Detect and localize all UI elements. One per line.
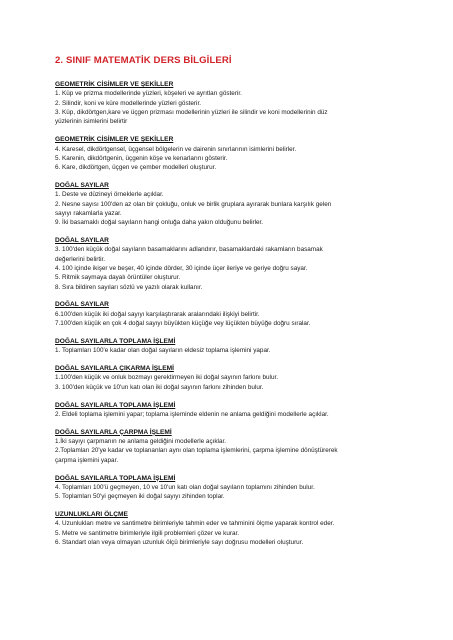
- objective-line: 5. Karenin, dikdörtgenin, üçgenin köşe ve kenarlarını gösterir.: [55, 154, 228, 162]
- objective-line: 9. İki basamaklı doğal sayıların hangi onluğa daha yakın olduğunu belirler.: [55, 219, 264, 227]
- objective-line: 8. Sıra bildiren sayıları sözlü ve yazılı olarak kullanır.: [55, 283, 203, 291]
- objective-line: 4. 100 içinde ikişer ve beşer, 40 içinde dörder, 30 içinde üçer ileriye ve geriye doğru sayar.: [55, 264, 308, 272]
- section-heading: DOĞAL SAYILARLA TOPLAMA İŞLEMİ: [55, 474, 176, 482]
- objective-line: 1.İki sayıyı çarpmanın ne anlama geldiğini modellerle açıklar.: [55, 438, 227, 446]
- document-title: 2. SINIF MATEMATİK DERS BİLGİLERİ: [55, 55, 232, 66]
- objective-line: çarpma işlemini yapar.: [55, 456, 119, 464]
- objective-line: değerlerini belirtir.: [55, 255, 106, 263]
- topic-section: [55, 337, 405, 356]
- section-heading: GEOMETRİK CİSİMLER VE ŞEKİLLER: [55, 81, 174, 88]
- objective-line: 4. Karesel, dikdörtgensel, üçgensel bölgelerin ve dairenin sınırlarının isimlerini belirler.: [55, 145, 297, 153]
- objective-line: 1. Toplamları 100'e kadar olan doğal sayıların eldesiz toplama işlemini yapar.: [55, 347, 271, 355]
- topic-section: [55, 474, 405, 502]
- objective-line: 3. 100'den küçük ve 10'un katı olan iki doğal sayının farkını zihinden bulur.: [55, 383, 264, 391]
- topic-section: [55, 401, 405, 420]
- objective-line: 2. Silindir, koni ve küre modellerinde yüzleri gösterir.: [55, 99, 201, 107]
- objective-line: 2. Eldeli toplama işlemini yapar; toplama işleminde eldenin ne anlama geldiğini modellerle açıklar.: [55, 410, 329, 418]
- topic-section: [55, 364, 405, 392]
- section-heading: DOĞAL SAYILARLA ÇARPMA İŞLEMİ: [55, 428, 172, 436]
- objective-line: 1.100'den küçük ve onluk bozmayı gerektirmeyen iki doğal sayının farkını bulur.: [55, 374, 279, 382]
- topic-section: [55, 236, 405, 292]
- section-heading: DOĞAL SAYILARLA TOPLAMA İŞLEMİ: [55, 401, 176, 409]
- objective-line: 6. Kare, dikdörtgen, üçgen ve çember modelleri oluşturur.: [55, 164, 217, 172]
- objective-line: 4. Uzunlukları metre ve santimetre birimleriyle tahmin eder ve tahminini ölçme yaparak kontrol eder.: [55, 520, 335, 528]
- topic-section: [55, 135, 405, 172]
- objective-line: 5. Toplamları 50'yi geçmeyen iki doğal sayıyı zihinden toplar.: [55, 493, 225, 501]
- objective-line: 5. Metre ve santimetre birimleriyle ilgili problemleri çözer ve kurar.: [55, 529, 240, 537]
- document-body: [55, 80, 405, 547]
- objective-line: 6.100'den küçük iki doğal sayıyı karşılaştırarak aralarındaki ilişkiyi belirtir.: [55, 310, 260, 318]
- section-heading: GEOMETRİK CİSİMLER VE ŞEKİLLER: [55, 136, 174, 144]
- objective-line: 2. Nesne sayısı 100'den az olan bir çokluğu, onluk ve birlik gruplara ayırarak bunlara karşılık gelen: [55, 200, 332, 208]
- section-heading: DOĞAL SAYILARLA TOPLAMA İŞLEMİ: [55, 337, 176, 345]
- topic-section: [55, 300, 405, 328]
- objective-line: 3. 100'den küçük doğal sayıların basamaklarını adlandırır, basamaklardaki rakamların basamak: [55, 246, 323, 254]
- objective-line: 1. Küp ve prizma modellerinde yüzleri, köşeleri ve ayrıtları gösterir.: [55, 90, 242, 98]
- topic-section: [55, 80, 405, 127]
- objective-line: 6. Standart olan veya olmayan uzunluk ölçü birimleriyle sayı doğrusu modelleri oluşturur.: [55, 539, 304, 547]
- topic-section: [55, 181, 405, 228]
- objective-line: 5. Ritmik saymaya dayalı örüntüler oluşturur.: [55, 274, 181, 282]
- objective-line: 7.100'den küçük en çok 4 doğal sayıyı büyükten küçüğe vey lüçükten büyüğe doğru sıralar.: [55, 320, 311, 328]
- objective-line: yüzlerinin isimlerini belirtir: [55, 118, 128, 126]
- section-heading: DOĞAL SAYILAR: [55, 301, 109, 309]
- objective-line: 4. Toplamları 100'ü geçmeyen, 10 ve 10'un katı olan doğal sayıların toplamını zihinden bulur.: [55, 483, 315, 491]
- topic-section: [55, 428, 405, 465]
- objective-line: 1. Deste ve düzineyi örneklerle açıklar.: [55, 191, 164, 199]
- objective-line: 3. Küp, dikdörtgen,kare ve üçgen prizması modellerinin yüzleri ile silindir ve koni modellerinin düz: [55, 109, 328, 116]
- section-heading: DOĞAL SAYILAR: [55, 181, 109, 189]
- objective-line: 2.Toplamları 20'ye kadar ve toplananları aynı olan toplama işlemlerini, çarpma işlemine dönüştürerek: [55, 447, 338, 455]
- objective-line: sayıyı rakamlarla yazar.: [55, 209, 122, 217]
- topic-section: [55, 510, 405, 547]
- section-heading: DOĞAL SAYILARLA ÇIKARMA İŞLEMİ: [55, 365, 174, 373]
- section-heading: UZUNLUKLARI ÖLÇME: [55, 511, 128, 519]
- section-heading: DOĞAL SAYILAR: [55, 236, 109, 244]
